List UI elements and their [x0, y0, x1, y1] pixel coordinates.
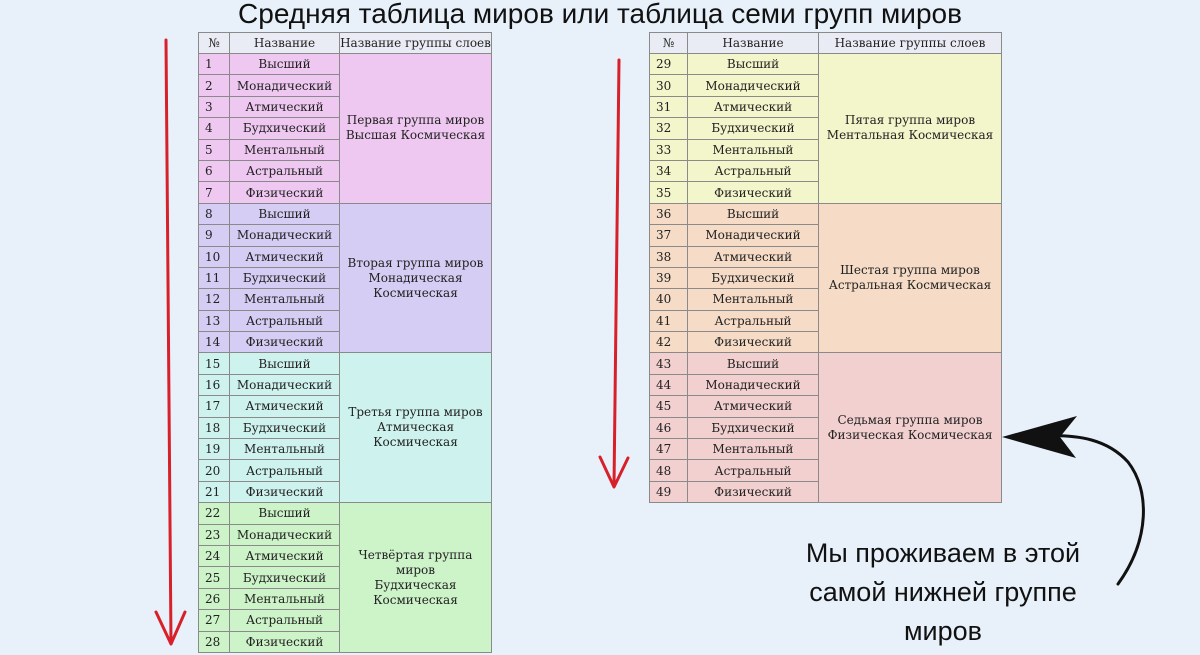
group-name — [340, 353, 492, 503]
row-number: 19 — [199, 439, 230, 460]
row-number: 6 — [199, 160, 230, 181]
row-number: 16 — [199, 374, 230, 395]
row-number: 10 — [199, 246, 230, 267]
world-name: Будхический — [688, 417, 819, 438]
world-name: Физический — [230, 481, 340, 502]
row-number: 22 — [199, 503, 230, 524]
world-name: Ментальный — [230, 439, 340, 460]
world-name: Монадический — [230, 75, 340, 96]
group-title: Седьмая группа миров — [837, 412, 983, 427]
world-name: Высший — [688, 203, 819, 224]
group-name — [340, 54, 492, 204]
row-number: 9 — [199, 225, 230, 246]
header-name: Название — [230, 33, 340, 54]
worlds-table-right — [649, 32, 1002, 503]
row-number: 15 — [199, 353, 230, 374]
row-number: 26 — [199, 588, 230, 609]
table-row — [199, 203, 492, 224]
group-title: Первая группа миров — [346, 113, 485, 128]
worlds-table-left — [198, 32, 492, 653]
row-number: 8 — [199, 203, 230, 224]
world-name: Высший — [230, 54, 340, 75]
row-number: 24 — [199, 545, 230, 566]
header-num: № — [650, 33, 688, 54]
down-arrow-right-icon — [600, 60, 628, 487]
group-title: Четвёртая группа миров — [358, 547, 473, 577]
world-name: Будхический — [230, 118, 340, 139]
table-row — [199, 54, 492, 75]
row-number: 1 — [199, 54, 230, 75]
row-number: 41 — [650, 310, 688, 331]
world-name: Будхический — [688, 118, 819, 139]
row-number: 18 — [199, 417, 230, 438]
world-name: Атмический — [230, 545, 340, 566]
row-number: 11 — [199, 267, 230, 288]
world-name: Будхический — [230, 267, 340, 288]
world-name: Астральный — [230, 610, 340, 631]
world-name: Астральный — [230, 160, 340, 181]
header-num: № — [199, 33, 230, 54]
row-number: 38 — [650, 246, 688, 267]
world-name: Физический — [688, 481, 819, 502]
row-number: 48 — [650, 460, 688, 481]
row-number: 5 — [199, 139, 230, 160]
row-number: 36 — [650, 203, 688, 224]
group-subtitle: Будхическая Космическая — [373, 577, 458, 607]
world-name: Монадический — [230, 524, 340, 545]
world-name: Монадический — [688, 225, 819, 246]
world-name: Высший — [230, 503, 340, 524]
row-number: 30 — [650, 75, 688, 96]
world-name: Физический — [688, 332, 819, 353]
group-subtitle: Физическая Космическая — [827, 427, 993, 442]
world-name: Физический — [688, 182, 819, 203]
world-name: Астральный — [688, 160, 819, 181]
world-name: Физический — [230, 182, 340, 203]
group-subtitle: Монадическая Космическая — [368, 270, 463, 300]
group-subtitle: Астральная Космическая — [828, 278, 992, 293]
world-name: Высший — [230, 353, 340, 374]
world-name: Ментальный — [230, 289, 340, 310]
world-name: Монадический — [230, 225, 340, 246]
group-name — [819, 353, 1002, 503]
row-number: 14 — [199, 332, 230, 353]
group-title: Шестая группа миров — [840, 263, 980, 278]
row-number: 45 — [650, 396, 688, 417]
table-header-row — [650, 33, 1002, 54]
header-group: Название группы слоев — [819, 33, 1002, 54]
group-subtitle: Высшая Космическая — [345, 128, 486, 143]
group-title: Пятая группа миров — [844, 113, 976, 128]
world-name: Монадический — [688, 75, 819, 96]
row-number: 46 — [650, 417, 688, 438]
world-name: Монадический — [230, 374, 340, 395]
row-number: 39 — [650, 267, 688, 288]
row-number: 40 — [650, 289, 688, 310]
world-name: Физический — [230, 631, 340, 652]
table-row — [650, 203, 1002, 224]
world-name: Высший — [688, 54, 819, 75]
group-title: Вторая группа миров — [347, 255, 484, 270]
world-name: Атмический — [230, 396, 340, 417]
row-number: 49 — [650, 481, 688, 502]
row-number: 28 — [199, 631, 230, 652]
world-name: Высший — [230, 203, 340, 224]
world-name: Астральный — [230, 460, 340, 481]
world-name: Будхический — [230, 567, 340, 588]
row-number: 34 — [650, 160, 688, 181]
group-name — [340, 203, 492, 353]
table-row — [650, 353, 1002, 374]
row-number: 3 — [199, 96, 230, 117]
world-name: Ментальный — [688, 439, 819, 460]
group-subtitle: Ментальная Космическая — [826, 128, 994, 143]
table-header-row — [199, 33, 492, 54]
table-row — [650, 54, 1002, 75]
world-name: Будхический — [230, 417, 340, 438]
note-text: Мы проживаем в этой самой нижней группе миров — [805, 538, 1081, 646]
down-arrow-left-icon — [156, 40, 185, 644]
row-number: 47 — [650, 439, 688, 460]
row-number: 32 — [650, 118, 688, 139]
row-number: 43 — [650, 353, 688, 374]
world-name: Ментальный — [688, 289, 819, 310]
row-number: 17 — [199, 396, 230, 417]
world-name: Астральный — [230, 310, 340, 331]
row-number: 44 — [650, 374, 688, 395]
header-group: Название группы слоев — [340, 33, 492, 54]
row-number: 20 — [199, 460, 230, 481]
world-name: Физический — [230, 332, 340, 353]
row-number: 37 — [650, 225, 688, 246]
row-number: 33 — [650, 139, 688, 160]
row-number: 42 — [650, 332, 688, 353]
group-title: Третья группа миров — [348, 405, 483, 420]
world-name: Атмический — [688, 246, 819, 267]
row-number: 21 — [199, 481, 230, 502]
group-name — [819, 54, 1002, 204]
row-number: 7 — [199, 182, 230, 203]
world-name: Ментальный — [688, 139, 819, 160]
row-number: 13 — [199, 310, 230, 331]
group-name — [340, 503, 492, 653]
page-title: Средняя таблица миров или таблица семи групп миров — [238, 0, 962, 29]
row-number: 29 — [650, 54, 688, 75]
row-number: 4 — [199, 118, 230, 139]
row-number: 31 — [650, 96, 688, 117]
header-name: Название — [688, 33, 819, 54]
row-number: 2 — [199, 75, 230, 96]
group-subtitle: Атмическая Космическая — [373, 420, 458, 450]
world-name: Атмический — [688, 396, 819, 417]
world-name: Атмический — [230, 246, 340, 267]
group-name — [819, 203, 1002, 353]
world-name: Астральный — [688, 310, 819, 331]
world-name: Атмический — [230, 96, 340, 117]
world-name: Атмический — [688, 96, 819, 117]
row-number: 25 — [199, 567, 230, 588]
row-number: 27 — [199, 610, 230, 631]
table-row — [199, 503, 492, 524]
world-name: Астральный — [688, 460, 819, 481]
world-name: Высший — [688, 353, 819, 374]
table-row — [199, 353, 492, 374]
world-name: Ментальный — [230, 588, 340, 609]
world-name: Ментальный — [230, 139, 340, 160]
row-number: 35 — [650, 182, 688, 203]
world-name: Будхический — [688, 267, 819, 288]
row-number: 12 — [199, 289, 230, 310]
world-name: Монадический — [688, 374, 819, 395]
row-number: 23 — [199, 524, 230, 545]
